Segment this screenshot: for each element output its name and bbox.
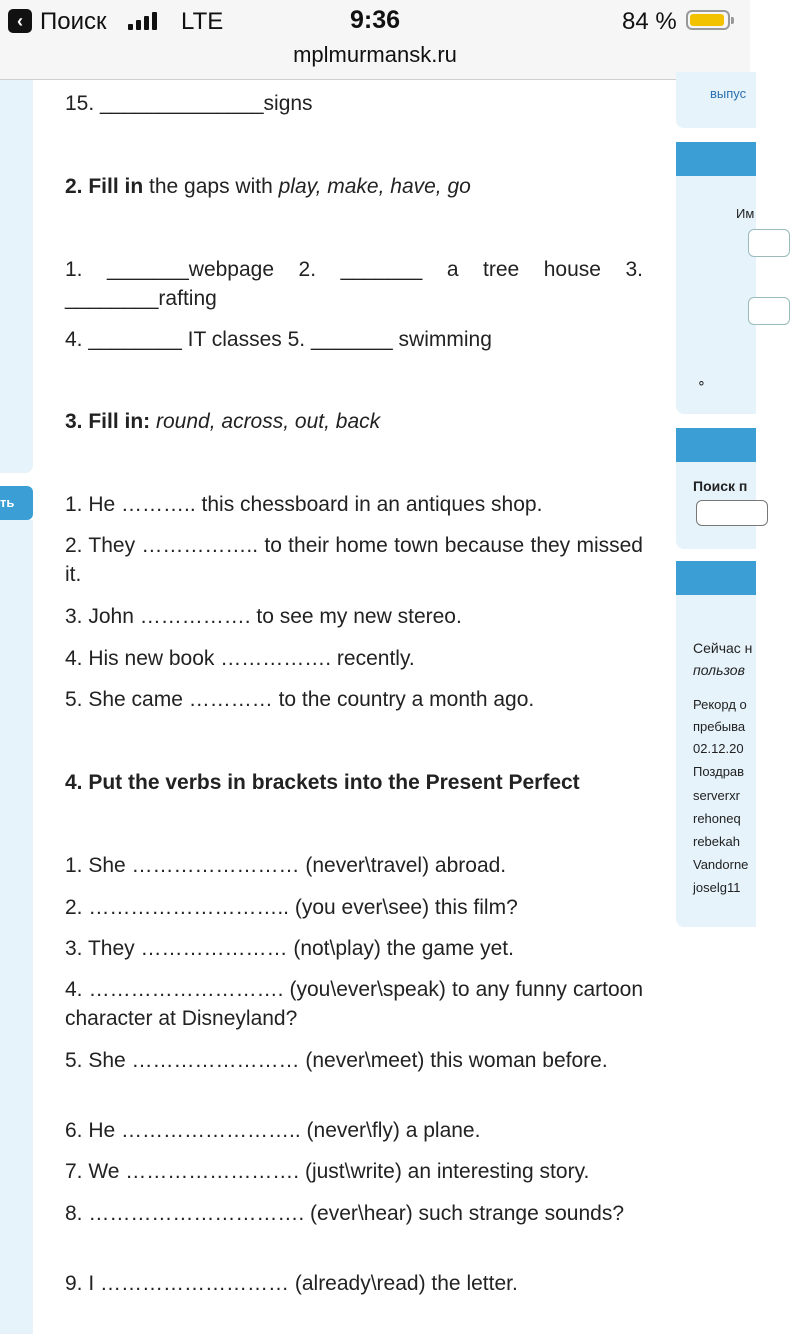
exercise-3-item: 3. John ……………. to see my new stereo. <box>65 605 462 628</box>
site-search-input[interactable] <box>696 500 768 526</box>
search-label: Поиск п <box>693 478 748 494</box>
new-user-link[interactable]: joselg11 <box>693 880 741 895</box>
right-widget-top <box>676 72 756 128</box>
exercise-3-heading: 3. Fill in: round, across, out, back <box>65 410 381 433</box>
exercise-3-item: 5. She came ………… to the country a month ago. <box>65 688 535 711</box>
exercise-4-item: 3. They ………………… (not\play) the game yet. <box>65 937 514 960</box>
greeting-text: Поздрав <box>693 764 745 779</box>
back-arrow-icon[interactable]: ‹ <box>8 9 32 33</box>
url-bar[interactable] <box>0 42 750 80</box>
left-sidebar-panel <box>0 80 33 473</box>
clock: 9:36 <box>349 6 401 34</box>
battery-icon <box>686 10 730 30</box>
new-user-link[interactable]: rehoneq <box>693 811 741 826</box>
online-now-text: Сейчас н <box>693 640 753 656</box>
login-widget-header <box>676 142 756 176</box>
search-widget-header <box>676 428 756 462</box>
back-to-search-label[interactable]: Поиск <box>40 8 107 35</box>
exercise-4-item: 7. We ……………………. (just\write) an interesting story. <box>65 1160 590 1183</box>
exercise-2-line-2: 4. ________ IT classes 5. _______ swimming <box>65 328 492 351</box>
item-15: 15. ______________signs <box>65 92 313 115</box>
search-widget <box>676 428 756 549</box>
network-type: LTE <box>181 8 224 35</box>
exercise-2-line-1: 1. _______webpage 2. _______ a tree house 3. ________rafting <box>65 258 643 310</box>
exercise-4-item: 5. She …………………… (never\meet) this woman before. <box>65 1049 608 1072</box>
record-text: пребыва <box>693 719 746 734</box>
exercise-3-item: 2. They …………….. to their home town because they missed it. <box>65 534 643 586</box>
record-date: 02.12.20 <box>693 741 744 756</box>
exercise-4-item: 2. ……………………….. (you ever\see) this film? <box>65 896 518 919</box>
exercise-2-heading: 2. Fill in the gaps with play, make, have, go <box>65 175 471 198</box>
online-users-widget <box>676 561 756 927</box>
exercise-4-item: 1. She …………………… (never\travel) abroad. <box>65 854 507 877</box>
login-username-input[interactable] <box>748 229 790 257</box>
exercise-4-item: 8. …………………………. (ever\hear) such strange sounds? <box>65 1202 625 1225</box>
exercise-4-item: 6. He …………………….. (never\fly) a plane. <box>65 1119 481 1142</box>
new-user-link[interactable]: serverxr <box>693 788 740 803</box>
url-domain[interactable]: mplmurmansk.ru <box>293 42 457 67</box>
archive-link[interactable]: выпус <box>710 86 747 101</box>
new-user-link[interactable]: rebekah <box>693 834 740 849</box>
record-text: Рекорд о <box>693 697 747 712</box>
login-widget <box>676 142 756 414</box>
left-sidebar-panel-lower <box>0 520 33 1334</box>
left-sidebar-tab[interactable]: ть <box>0 486 33 520</box>
exercise-4-item: 4. ………………………. (you\ever\speak) to any funny cartoon character at Disneyland? <box>65 978 643 1030</box>
login-username-label: Им <box>736 206 755 221</box>
battery-percent: 84 % <box>622 8 677 35</box>
battery-fill <box>690 14 724 26</box>
online-users-text: пользов <box>693 662 745 678</box>
exercise-4-item: 9. I ……………………… (already\read) the letter. <box>65 1272 518 1295</box>
status-bar <box>0 0 750 42</box>
exercise-3-item: 1. He ……….. this chessboard in an antiques shop. <box>65 493 543 516</box>
exercise-4-heading: 4. Put the verbs in brackets into the Present Perfect <box>65 771 580 794</box>
bullet-marker: ∘ <box>697 374 706 390</box>
login-password-input[interactable] <box>748 297 790 325</box>
new-user-link[interactable]: Vandorne <box>693 857 749 872</box>
online-users-header <box>676 561 756 595</box>
exercise-3-item: 4. His new book ……………. recently. <box>65 647 415 670</box>
